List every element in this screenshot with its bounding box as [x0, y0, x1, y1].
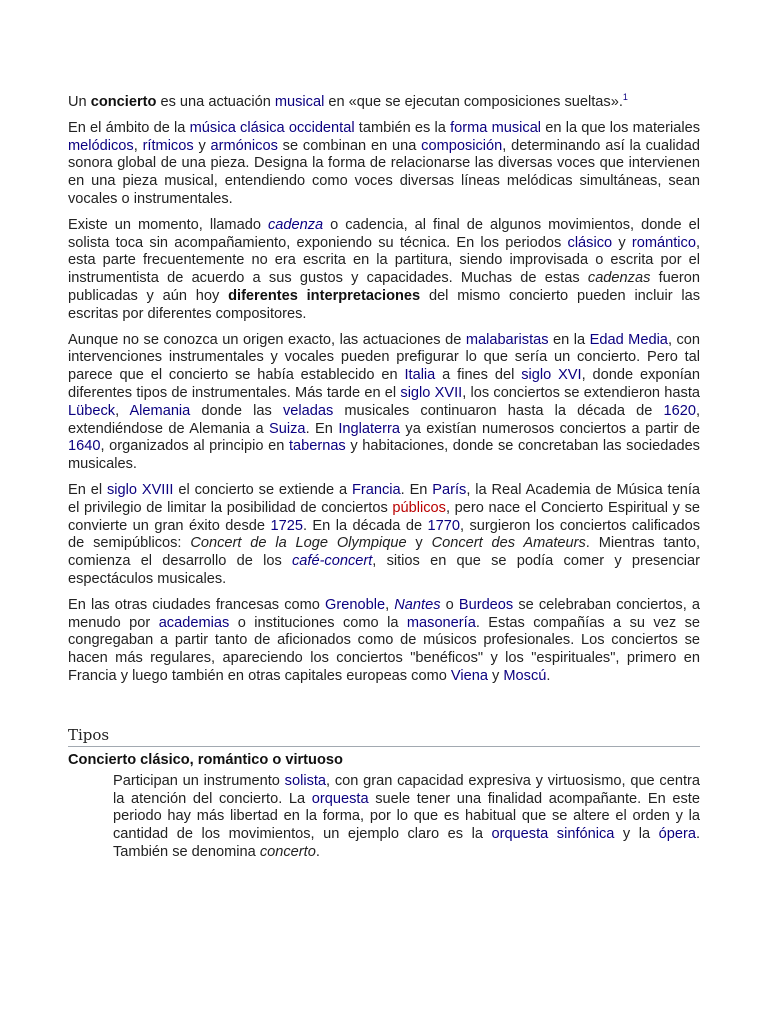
link-veladas[interactable]: veladas	[282, 402, 334, 419]
redlink-publicos[interactable]: públicos	[392, 499, 446, 516]
link-malabaristas[interactable]: malabaristas	[465, 331, 549, 348]
link-moscu[interactable]: Moscú	[503, 667, 547, 684]
subsection-term: Concierto clásico, romántico o virtuoso	[68, 751, 343, 768]
paragraph-origen: Aunque no se conozca un origen exacto, las actuaciones de malabaristas en la Edad Media, con intervenciones instrumentales y vocales pueden prefigurar lo que sería un concierto. Pero tal parece que el concierto se había establecido en Italia a fines del siglo XVI, donde exponían diferentes tipos de instrumentales. Más tarde en el siglo XVII, los conciertos se extendieron hasta Lübeck, Alemania donde las veladas musicales continuaron hasta la década de 1620, extendiéndose de Alemania a Suiza. En Inglaterra ya existían numerosos conciertos a partir de 1640, organizados al principio en tabernas y habitaciones, donde se concretaban las sociedades musicales.	[68, 331, 701, 473]
section-heading: Tipos	[68, 726, 700, 747]
link-musica-clasica[interactable]: música clásica occidental	[189, 119, 355, 136]
link-cafe-concert[interactable]: café-concert	[291, 553, 373, 570]
link-grenoble[interactable]: Grenoble	[325, 596, 386, 613]
link-romantico[interactable]: romántico	[631, 234, 696, 251]
paragraph-cadenza: Existe un momento, llamado cadenza o cadencia, al final de algunos movimientos, donde el solista toca sin acompañamiento, exponiendo su técnica. En los periodos clásico y romántico, esta parte frecuentemente no era escrita en la partitura, siendo improvisada o escrita por el instrumentista de acuerdo a sus gustos y capacidades. Muchas de estas cadenzas fueron publicadas y aún hoy diferentes interpretaciones del mismo concierto pueden incluir las escritas por diferentes compositores.	[68, 216, 701, 322]
link-francia[interactable]: Francia	[351, 481, 401, 498]
link-armonicos[interactable]: armónicos	[210, 137, 278, 154]
link-forma-musical[interactable]: forma musical	[450, 119, 542, 136]
link-orquesta[interactable]: orquesta	[311, 790, 369, 807]
link-siglo-xvii[interactable]: siglo XVII	[400, 384, 463, 401]
link-alemania[interactable]: Alemania	[129, 402, 191, 419]
link-melodicos[interactable]: melódicos	[68, 137, 134, 154]
link-1620[interactable]: 1620	[663, 402, 696, 419]
link-tabernas[interactable]: tabernas	[288, 438, 346, 455]
link-opera[interactable]: ópera	[658, 826, 696, 843]
link-musical[interactable]: musical	[274, 94, 325, 110]
link-solista[interactable]: solista	[284, 772, 327, 789]
link-ritmicos[interactable]: rítmicos	[142, 137, 194, 154]
paragraph-ciudades: En las otras ciudades francesas como Grenoble, Nantes o Burdeos se celebraban conciertos, a menudo por academias o instituciones como la masonería. Estas compañías a su vez se congregaban a partir tanto de aficionados como de músicos profesionales. Los conciertos se hacen más regulares, apareciendo los conciertos "benéficos" y los "espirituales", primero en Francia y luego también en otras capitales europeas como Viena y Moscú.	[68, 596, 700, 684]
link-siglo-xviii[interactable]: siglo XVIII	[106, 481, 174, 498]
link-clasico[interactable]: clásico	[567, 234, 613, 251]
link-1725[interactable]: 1725	[270, 517, 303, 534]
link-siglo-xvi[interactable]: siglo XVI	[521, 367, 582, 384]
link-burdeos[interactable]: Burdeos	[458, 596, 514, 613]
article-content	[68, 94, 700, 870]
paragraph-intro: Un concierto es una actuación musical en «que se ejecutan composiciones sueltas».$^1$	[68, 92, 628, 110]
link-1640[interactable]: 1640	[68, 438, 101, 455]
paragraph-ambito: En el ámbito de la música clásica occidental también es la forma musical en la que los materiales melódicos, rítmicos y armónicos se combinan en una composición, determinando así la cualidad sonora global de una pieza. Designa la forma de relacionarse las diversas voces que intervienen en una pieza musical, entendiendo como voces diversas líneas melódicas simultáneas, sean vocales o instrumentales.	[68, 119, 700, 207]
link-masoneria[interactable]: masonería	[406, 614, 476, 631]
bold-term: concierto	[90, 94, 157, 110]
link-lubeck[interactable]: Lübeck	[68, 402, 116, 419]
link-italia[interactable]: Italia	[404, 367, 436, 384]
link-paris[interactable]: París	[432, 481, 467, 498]
link-cadenza[interactable]: cadenza	[267, 216, 324, 233]
paragraph-definition: Participan un instrumento solista, con gran capacidad expresiva y virtuosismo, que centra la atención del concierto. La orquesta suele tener una finalidad acompañante. En este periodo hay más libertad en la forma, por lo que es habitual que se altere el orden y la cantidad de los movimientos, un ejemplo claro es la orquesta sinfónica y la ópera. También se denomina concerto.	[113, 772, 700, 860]
link-1770[interactable]: 1770	[427, 517, 461, 534]
link-viena[interactable]: Viena	[450, 667, 488, 684]
link-academias[interactable]: academias	[158, 614, 230, 631]
link-composicion[interactable]: composición	[421, 137, 503, 154]
link-nantes[interactable]: Nantes	[394, 596, 441, 613]
paragraph-siglo-xviii: En el siglo XVIII el concierto se extiende a Francia. En París, la Real Academia de Música tenía el privilegio de limitar la posibilidad de conciertos públicos, pero nace el Concierto Espiritual y se convierte un gran éxito desde 1725. En la década de 1770, surgieron los conciertos calificados de semipúblicos: Concert de la Loge Olympique y Concert des Amateurs. Mientras tanto, comienza el desarrollo de los café-concert, sitios en que se podía comer y presenciar espectáculos musicales.	[68, 481, 701, 587]
link-suiza[interactable]: Suiza	[269, 420, 306, 437]
link-orquesta-sinfonica[interactable]: orquesta sinfónica	[491, 826, 615, 843]
bold-term: diferentes interpretaciones	[228, 287, 421, 304]
link-edad-media[interactable]: Edad Media	[589, 331, 668, 348]
link-inglaterra[interactable]: Inglaterra	[338, 420, 400, 437]
reference-link[interactable]: 1	[622, 92, 628, 103]
